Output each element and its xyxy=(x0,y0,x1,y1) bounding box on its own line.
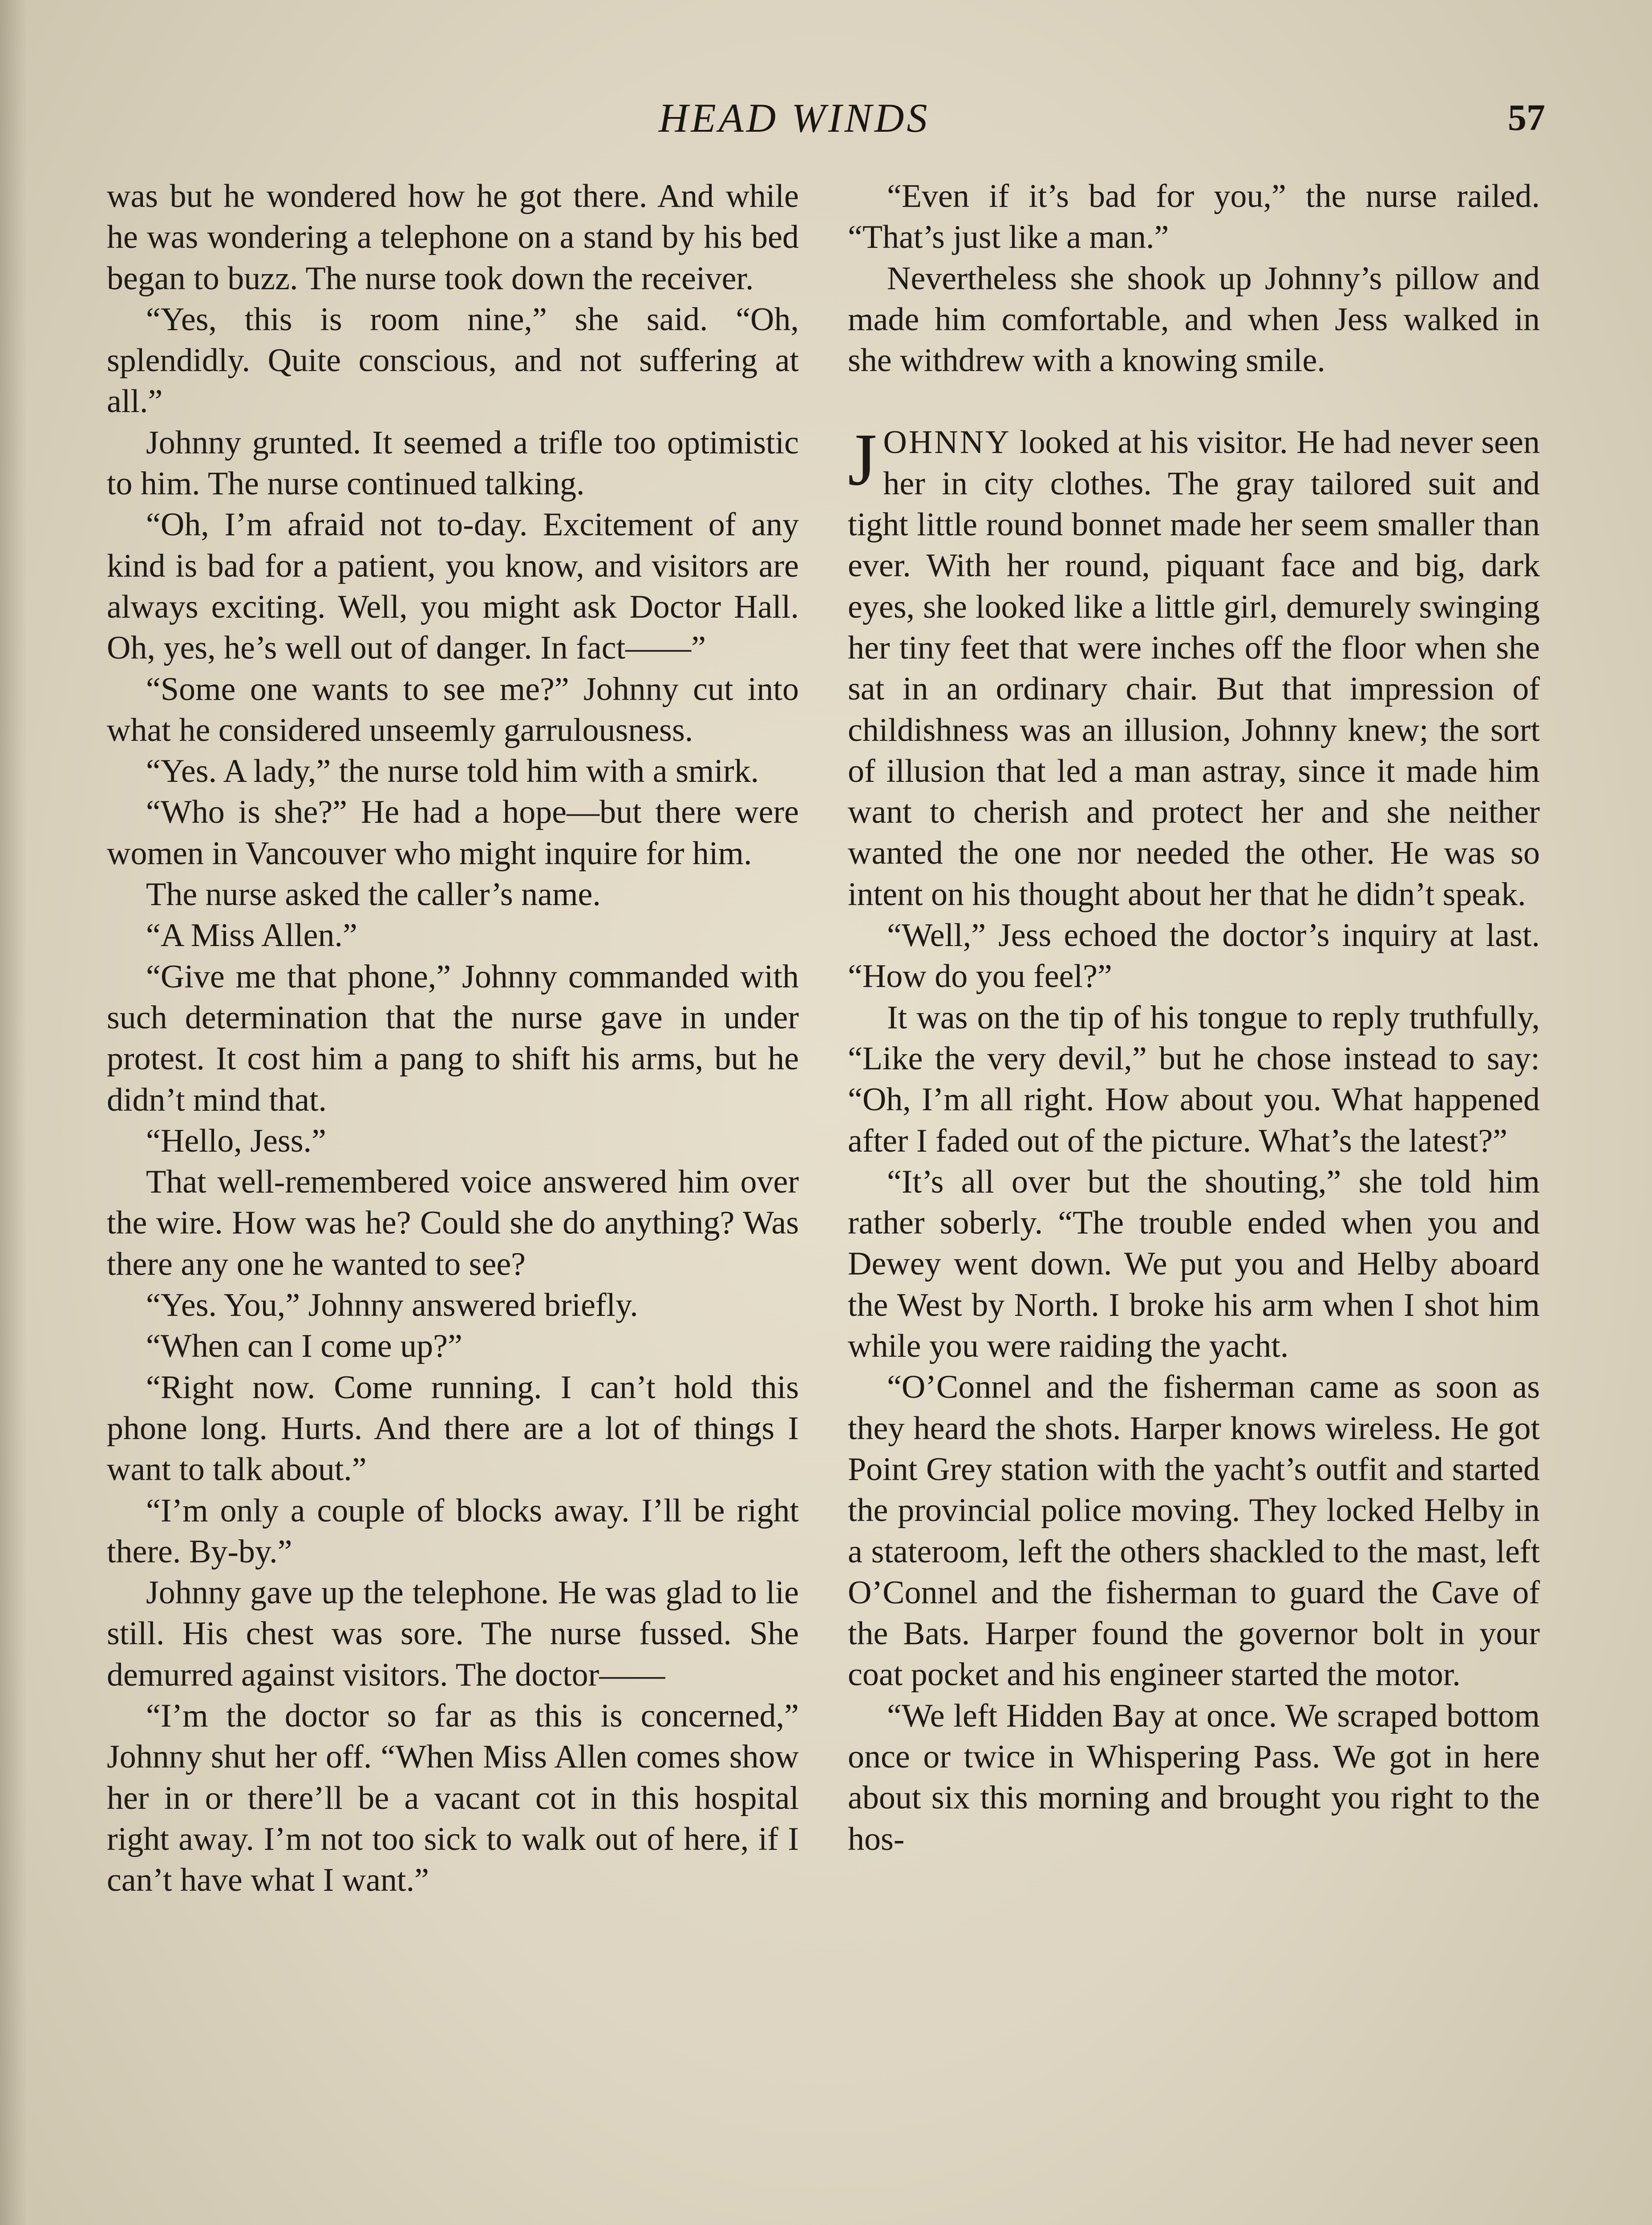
paragraph: “Well,” Jess echoed the doctor’s inquiry at last. “How do you feel?” xyxy=(848,917,1540,995)
paragraph: “Oh, I’m afraid not to-day. Excitement of any kind is bad for a patient, you know, and visitors are always exciting. Well, you might ask Doctor Hall. Oh, yes, he’s well out of danger. In fact——” xyxy=(107,506,799,667)
paragraph: “Yes. You,” Johnny answered briefly. xyxy=(146,1287,638,1324)
paragraph: “We left Hidden Bay at once. We scraped bottom once or twice in Whispering Pass. We got in here about six this morning and brought you right to the hos- xyxy=(848,1697,1540,1857)
left-column xyxy=(107,176,799,1901)
right-column xyxy=(848,176,1540,1860)
paragraph: “When can I come up?” xyxy=(146,1328,462,1365)
paragraph: The nurse asked the caller’s name. xyxy=(146,876,601,913)
page-number: 57 xyxy=(1508,97,1545,138)
paragraph: Johnny gave up the telephone. He was glad to lie still. His chest was sore. The nurse fussed. She demurred against visitors. The doctor—— xyxy=(107,1574,799,1693)
drop-cap: J xyxy=(848,418,877,502)
paragraph: “A Miss Allen.” xyxy=(146,917,357,954)
small-caps-lead: OHNNY xyxy=(883,424,1011,461)
paragraph: “Hello, Jess.” xyxy=(146,1122,326,1159)
paragraph: “Right now. Come running. I can’t hold this phone long. Hurts. And there are a lot of things I want to talk about.” xyxy=(107,1369,799,1488)
page-edge-shadow xyxy=(0,0,27,2225)
paragraph: “I’m only a couple of blocks away. I’ll be right there. By-by.” xyxy=(107,1492,799,1570)
paragraph: “It’s all over but the shouting,” she told him rather soberly. “The trouble ended when you and Dewey went down. We put you and Helby aboard the West by North. I broke his arm when I shot him while you were raiding the yacht. xyxy=(848,1163,1540,1365)
paragraph: That well-remembered voice answered him over the wire. How was he? Could she do anything? Was there any one he wanted to see? xyxy=(107,1164,799,1282)
paragraph: “Yes. A lady,” the nurse told him with a smirk. xyxy=(146,753,759,790)
paragraph: Johnny grunted. It seemed a trifle too optimistic to him. The nurse continued talking. xyxy=(107,424,799,502)
paragraph-text: looked at his visitor. He had never seen her in city clothes. The gray tailored suit and tight little round bonnet made her seem smaller than ever. With her round, piquant face and big, dark eyes, she looked like a little girl, demurely swinging her tiny feet that were inches off the floor when she sat in an ordinary chair. But that impression of childishness was an illusion, Johnny knew; the sort of illusion that led a man astray, since it made him want to cherish and protect her and she neither wanted the one nor needed the other. He was so intent on his thought about her that he didn’t speak. xyxy=(848,424,1540,913)
paragraph: “Even if it’s bad for you,” the nurse railed. “That’s just like a man.” xyxy=(848,178,1540,256)
paragraph: “Who is she?” He had a hope—but there were women in Vancouver who might inquire for him. xyxy=(107,794,799,872)
paragraph: “Yes, this is room nine,” she said. “Oh, splendidly. Quite conscious, and not suffering at all.” xyxy=(107,301,799,420)
section-opening-paragraph xyxy=(848,418,1540,915)
paragraph: “Some one wants to see me?” Johnny cut into what he considered unseemly garrulousness. xyxy=(107,671,799,748)
paragraph: Nevertheless she shook up Johnny’s pillow and made him comfortable, and when Jess walked in she withdrew with a knowing smile. xyxy=(848,260,1540,379)
paragraph: It was on the tip of his tongue to reply truthfully, “Like the very devil,” but he chose instead to say: “Oh, I’m all right. How about you. What happened after I faded out of the picture. What’s the latest?” xyxy=(848,999,1540,1159)
paragraph: was but he wondered how he got there. And while he was wondering a telephone on a stand by his bed began to buzz. The nurse took down the receiver. xyxy=(107,178,799,297)
running-title: HEAD WINDS xyxy=(659,95,930,141)
paragraph: “O’Connel and the fisherman came as soon as they heard the shots. Harper knows wireless. He got Point Grey station with the yacht’s outfit and started the provincial police moving. They locked Helby in a stateroom, left the others shackled to the mast, left O’Connel and the fisherman to guard the Cave of the Bats. Harper found the governor bolt in your coat pocket and his engineer started the motor. xyxy=(848,1369,1540,1693)
paragraph: “I’m the doctor so far as this is concerned,” Johnny shut her off. “When Miss Allen comes show her in or there’ll be a vacant cot in this hospital right away. I’m not too sick to walk out of here, if I can’t have what I want.” xyxy=(107,1697,799,1899)
paragraph: “Give me that phone,” Johnny commanded with such determination that the nurse gave in under protest. It cost him a pang to shift his arms, but he didn’t mind that. xyxy=(107,958,799,1118)
page-header xyxy=(0,91,1652,154)
